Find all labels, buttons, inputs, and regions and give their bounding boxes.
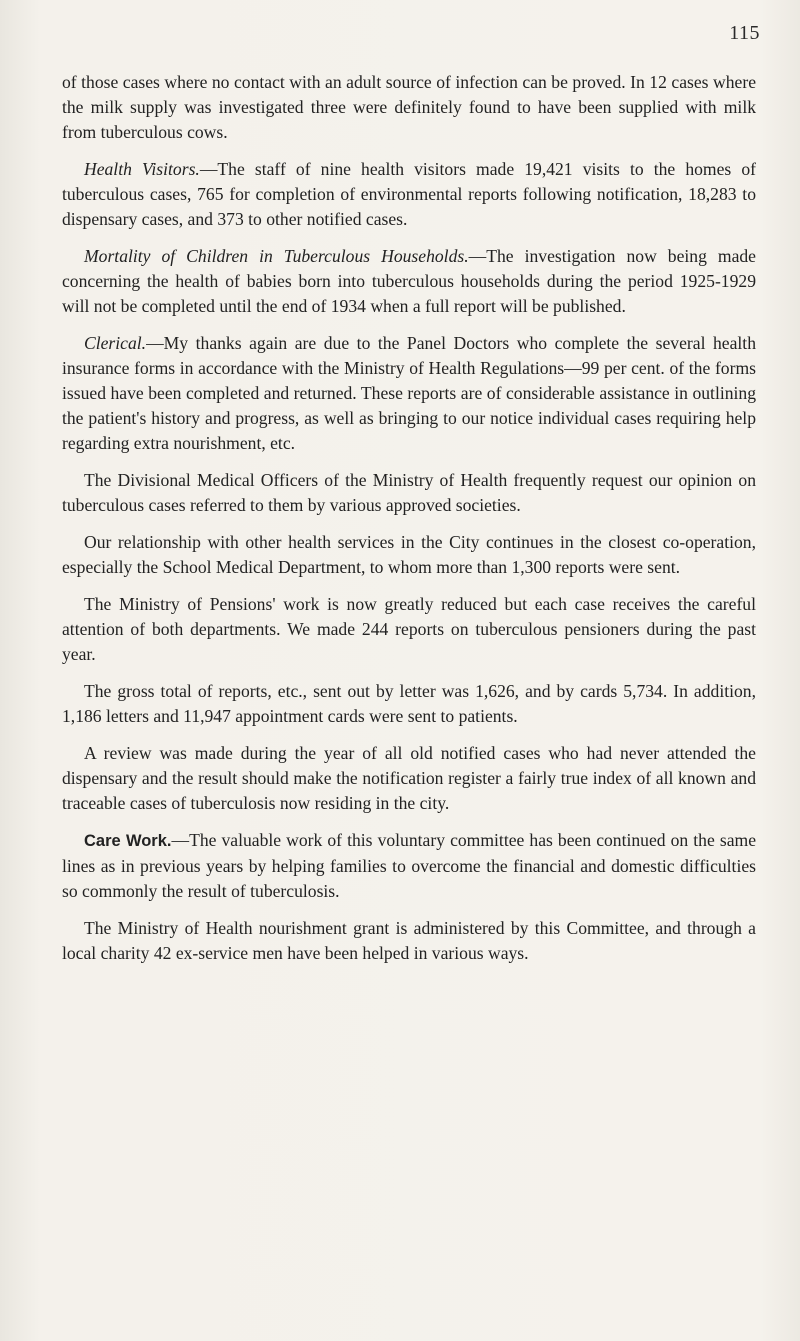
paragraph-mortality-children xyxy=(62,244,756,319)
paragraph-relationship xyxy=(62,530,756,580)
section-heading-health-visitors: Health Visitors. xyxy=(84,159,200,179)
section-heading-care-work: Care Work. xyxy=(84,832,172,850)
paragraph-divisional-officers xyxy=(62,468,756,518)
paragraph-text: Our relationship with other health services in the City continues in the closest co-operation, especially the School Medical Department, to whom more than 1,300 reports were sent. xyxy=(62,532,756,577)
paragraph-pensions xyxy=(62,592,756,667)
paragraph-gross-total xyxy=(62,679,756,729)
paragraph-review xyxy=(62,741,756,816)
body-text xyxy=(62,70,756,978)
paragraph-continuation xyxy=(62,70,756,145)
paragraph-text: —My thanks again are due to the Panel Doctors who complete the several health insurance forms in accordance with the Ministry of Health Regulations—99 per cent. of the forms issued have been completed and returned. These reports are of considerable assistance in outlining the patient's history and progress, as well as bringing to our notice individual cases requiring help regarding extra nourishment, etc. xyxy=(62,333,756,453)
paragraph-text: —The valuable work of this voluntary committee has been continued on the same lines as in previous years by helping families to overcome the financial and domestic difficulties so commonly the result of tuberculosis. xyxy=(62,830,756,901)
paragraph-text: The Ministry of Pensions' work is now greatly reduced but each case receives the careful attention of both departments. We made 244 reports on tuberculous pensioners during the past year. xyxy=(62,594,756,664)
page-number: 115 xyxy=(729,22,760,44)
paragraph-nourishment-grant xyxy=(62,916,756,966)
paragraph-text: —The staff of nine health visitors made 19,421 visits to the homes of tuberculous cases, 765 for completion of environmental reports following notification, 18,283 to dispensary cases, and 373 to other notified cases. xyxy=(62,159,757,229)
paragraph-care-work xyxy=(62,828,756,904)
paragraph-text: The Ministry of Health nourishment grant is administered by this Committee, and through a local charity 42 ex-service men have been helped in various ways. xyxy=(62,918,756,963)
section-heading-clerical: Clerical. xyxy=(84,333,147,353)
paragraph-clerical xyxy=(62,331,756,456)
section-heading-mortality-children: Mortality of Children in Tuberculous Households. xyxy=(84,246,469,266)
paragraph-text: The gross total of reports, etc., sent out by letter was 1,626, and by cards 5,734. In addition, 1,186 letters and 11,947 appointment cards were sent to patients. xyxy=(62,681,756,726)
paragraph-text: A review was made during the year of all old notified cases who had never attended the dispensary and the result should make the notification register a fairly true index of all known and traceable cases of tuberculosis now residing in the city. xyxy=(62,743,756,813)
paragraph-text: of those cases where no contact with an adult source of infection can be proved. In 12 cases where the milk supply was investigated three were definitely found to have been supplied with milk from tuberculous cows. xyxy=(62,72,756,142)
paragraph-health-visitors xyxy=(62,157,756,232)
paragraph-text: The Divisional Medical Officers of the Ministry of Health frequently request our opinion on tuberculous cases referred to them by various approved societies. xyxy=(62,470,756,515)
paragraph-text: —The investigation now being made concerning the health of babies born into tuberculous households during the period 1925-1929 will not be completed until the end of 1934 when a full report will be published. xyxy=(62,246,756,316)
